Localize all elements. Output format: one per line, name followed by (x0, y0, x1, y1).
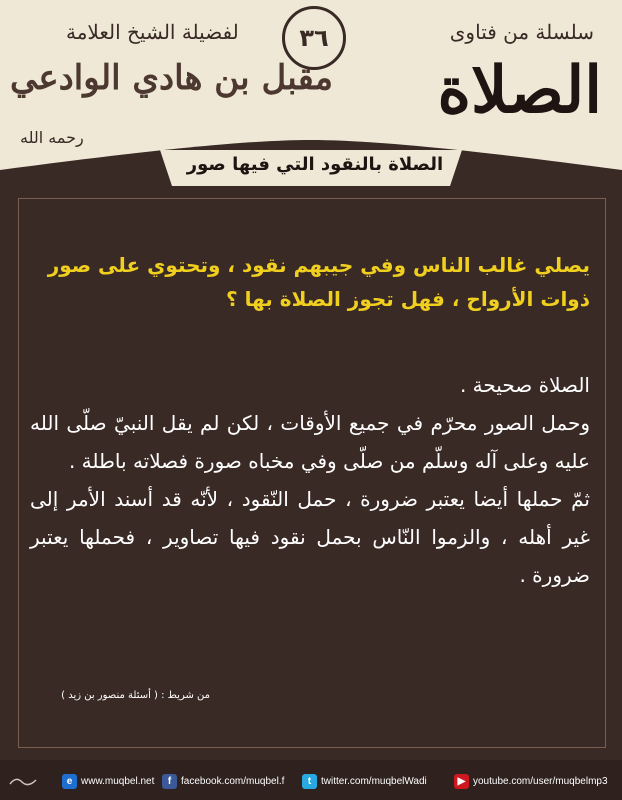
sheikh-prefix: لفضيلة الشيخ العلامة (66, 20, 239, 44)
youtube-icon: ▶ (454, 774, 469, 789)
youtube-link[interactable] (454, 772, 608, 790)
twitter-icon: t (302, 774, 317, 789)
internet-explorer-icon: e (62, 774, 77, 789)
website-link-text: www.muqbel.net (81, 775, 155, 787)
fatwa-subtitle: الصلاة بالنقود التي فيها صور (186, 154, 444, 175)
facebook-icon: f (162, 774, 177, 789)
calligraphy-logo-icon (8, 774, 38, 791)
answer-paragraph: الصلاة صحيحة . (459, 373, 590, 397)
rahimahu-label: رحمه الله (20, 128, 84, 147)
fatwa-number: ٣٦ (282, 6, 346, 70)
twitter-link-text: twitter.com/muqbelWadi (321, 775, 427, 787)
series-label: سلسلة من فتاوى (449, 20, 594, 44)
answer-block (30, 366, 590, 594)
facebook-link[interactable] (162, 772, 284, 790)
twitter-link[interactable] (302, 772, 427, 790)
answer-paragraph: وحمل الصور محرّم في جميع الأوقات ، لكن لم يقل النبيّ صلّى الله عليه وعلى آله وسلّم من صلّى وفي مخباه صورة فصلاته باطلة . (30, 411, 590, 473)
facebook-link-text: facebook.com/muqbel.f (181, 775, 285, 787)
youtube-link-text: youtube.com/user/muqbelmp3 (473, 775, 608, 787)
source-label: من شريط : ( أسئلة منصور بن زيد ) (61, 690, 210, 701)
sheikh-name: مقبل بن هادي الوادعي (10, 58, 333, 98)
website-link[interactable] (62, 772, 154, 790)
header (0, 0, 622, 190)
answer-paragraph: ثمّ حملها أيضا يعتبر ضرورة ، حمل النّقود ، لأنّه قد أسند الأمر إلى غير أهله ، والزموا النّاس بحمل نقود فيها تصاوير ، فحملها يعتبر ضرورة . (30, 487, 590, 587)
main-title: الصلاة (437, 53, 602, 128)
question-text: يصلي غالب الناس وفي جيبهم نقود ، وتحتوي على صور ذوات الأرواح ، فهل تجوز الصلاة بها ؟ (47, 253, 590, 311)
footer (0, 760, 622, 800)
